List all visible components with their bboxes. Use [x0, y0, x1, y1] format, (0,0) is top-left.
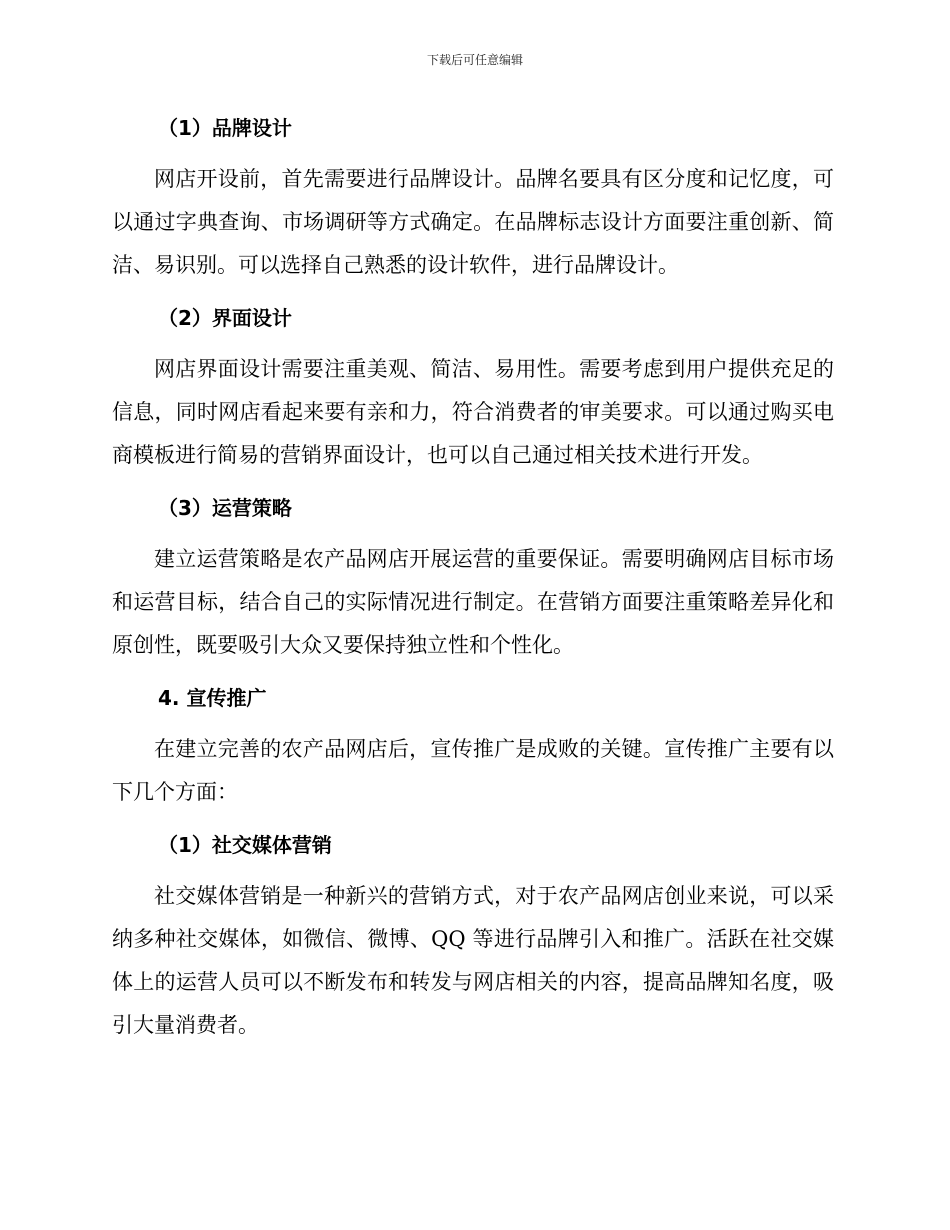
section-paragraph: 在建立完善的农产品网店后，宣传推广是成败的关键。宣传推广主要有以下几个方面： [112, 737, 834, 804]
section-paragraph: 社交媒体营销是一种新兴的营销方式，对于农产品网店创业来说，可以采纳多种社交媒体，如微信、微博、QQ 等进行品牌引入和推广。活跃在社交媒体上的运营人员可以不断发布和转发与网店相关的内容，提高品牌知名度，吸引大量消费者。 [112, 884, 834, 1037]
page-header: 下载后可任意编辑 [426, 53, 523, 67]
document-body [112, 108, 834, 1058]
section-heading: （1）社交媒体营销 [158, 833, 332, 857]
section-heading: （1）品牌设计 [158, 116, 292, 140]
section-paragraph: 网店开设前，首先需要进行品牌设计。品牌名要具有区分度和记忆度，可以通过字典查询、市场调研等方式确定。在品牌标志设计方面要注重创新、简洁、易识别。可以选择自己熟悉的设计软件，进行品牌设计。 [112, 167, 834, 277]
section-brand-design [112, 108, 834, 287]
section-promotion [112, 678, 834, 814]
section-paragraph: 建立运营策略是农产品网店开展运营的重要保证。需要明确网店目标市场和运营目标，结合自己的实际情况进行制定。在营销方面要注重策略差异化和原创性，既要吸引大众又要保持独立性和个性化。 [112, 547, 834, 657]
section-heading: （2）界面设计 [158, 306, 292, 330]
section-social-media-marketing [112, 825, 834, 1047]
section-paragraph: 网店界面设计需要注重美观、简洁、易用性。需要考虑到用户提供充足的信息，同时网店看起来要有亲和力，符合消费者的审美要求。可以通过购买电商模板进行简易的营销界面设计，也可以自己通过相关技术进行开发。 [112, 357, 834, 467]
section-heading: 4. 宣传推广 [158, 686, 267, 710]
section-interface-design [112, 298, 834, 477]
section-heading: （3）运营策略 [158, 496, 292, 520]
section-operation-strategy [112, 488, 834, 667]
